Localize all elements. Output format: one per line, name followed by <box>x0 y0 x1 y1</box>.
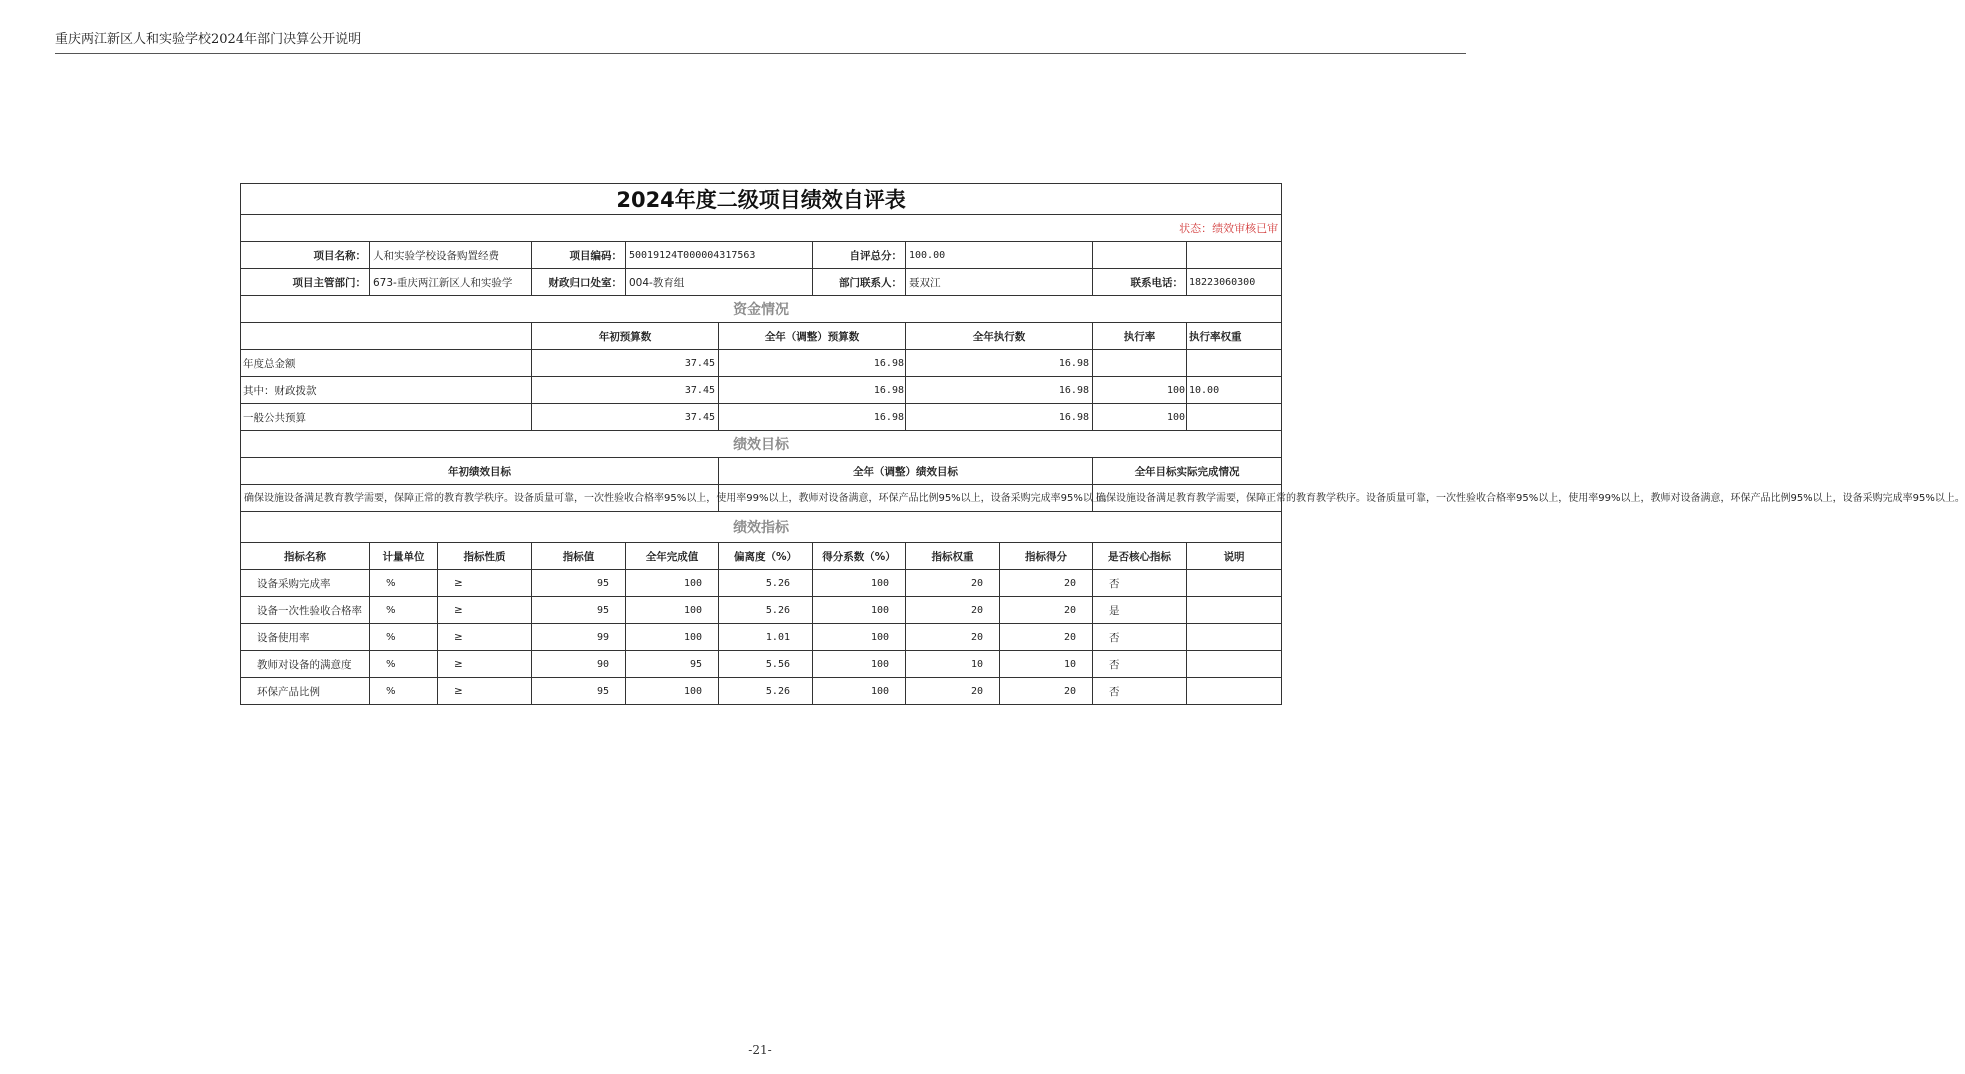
indicator-header: 计量单位 <box>370 543 438 570</box>
indicator-core: 否 <box>1093 678 1187 705</box>
funds-initial: 37.45 <box>532 377 719 404</box>
indicators-header-row <box>241 543 1282 570</box>
funds-header: 执行率权重 <box>1187 323 1282 350</box>
funds-rate: 100 <box>1093 404 1187 431</box>
funds-row-label: 其中：财政拨款 <box>241 377 532 404</box>
table-row <box>241 651 1282 678</box>
funds-adjusted: 16.98 <box>719 377 906 404</box>
table-row <box>241 377 1282 404</box>
table-title: 2024年度二级项目绩效自评表 <box>241 184 1282 215</box>
indicator-header: 指标性质 <box>438 543 532 570</box>
indicator-weight: 20 <box>906 570 1000 597</box>
indicator-unit: % <box>370 678 438 705</box>
funds-header: 全年（调整）预算数 <box>719 323 906 350</box>
project-code-label: 项目编码： <box>532 242 626 269</box>
indicator-coef: 100 <box>813 678 906 705</box>
indicator-score: 20 <box>1000 570 1093 597</box>
indicator-deviation: 5.26 <box>719 678 813 705</box>
page-header: 重庆两江新区人和实验学校2024年部门决算公开说明 <box>55 30 1466 54</box>
indicator-header: 指标名称 <box>241 543 370 570</box>
table-row <box>241 350 1282 377</box>
funds-adjusted: 16.98 <box>719 404 906 431</box>
indicator-note <box>1187 597 1282 624</box>
indicator-header: 得分系数（%） <box>813 543 906 570</box>
table-row <box>241 404 1282 431</box>
indicator-deviation: 5.26 <box>719 597 813 624</box>
indicator-nature: ≥ <box>438 678 532 705</box>
dept: 673-重庆两江新区人和实验学 <box>370 269 532 296</box>
project-code: 50019124T000004317563 <box>626 242 813 269</box>
indicator-score: 20 <box>1000 678 1093 705</box>
indicator-header: 全年完成值 <box>626 543 719 570</box>
goals-header: 年初绩效目标 <box>241 458 719 485</box>
score-label: 自评总分： <box>813 242 906 269</box>
finance-office: 004-教育组 <box>626 269 813 296</box>
status-text: 状态：绩效审核已审 <box>241 215 1282 242</box>
indicator-note <box>1187 624 1282 651</box>
funds-initial: 37.45 <box>532 350 719 377</box>
indicator-nature: ≥ <box>438 651 532 678</box>
total-score: 100.00 <box>906 242 1093 269</box>
indicator-name: 环保产品比例 <box>241 678 370 705</box>
indicator-note <box>1187 678 1282 705</box>
funds-section-title: 资金情况 <box>241 296 1282 323</box>
contact-label: 部门联系人： <box>813 269 906 296</box>
indicator-core: 是 <box>1093 597 1187 624</box>
indicator-coef: 100 <box>813 624 906 651</box>
contact-person: 聂双江 <box>906 269 1093 296</box>
indicator-score: 20 <box>1000 624 1093 651</box>
funds-header: 执行率 <box>1093 323 1187 350</box>
indicator-name: 教师对设备的满意度 <box>241 651 370 678</box>
indicator-header: 是否核心指标 <box>1093 543 1187 570</box>
indicator-name: 设备采购完成率 <box>241 570 370 597</box>
indicator-core: 否 <box>1093 570 1187 597</box>
project-name-label: 项目名称： <box>241 242 370 269</box>
goals-header-row <box>241 458 1282 485</box>
project-name: 人和实验学校设备购置经费 <box>370 242 532 269</box>
initial-goal-text: 确保设施设备满足教育教学需要，保障正常的教育教学秩序。设备质量可靠，一次性验收合格率95%以上，使用率99%以上，教师对设备满意，环保产品比例95%以上，设备采购完成率95%以上。 <box>241 485 719 512</box>
page-number: -21- <box>748 1043 772 1057</box>
indicator-weight: 20 <box>906 678 1000 705</box>
indicator-deviation: 5.26 <box>719 570 813 597</box>
indicator-unit: % <box>370 570 438 597</box>
table-row <box>241 678 1282 705</box>
indicator-header: 指标权重 <box>906 543 1000 570</box>
indicator-score: 20 <box>1000 597 1093 624</box>
funds-row-label: 一般公共预算 <box>241 404 532 431</box>
indicator-unit: % <box>370 651 438 678</box>
indicator-note <box>1187 651 1282 678</box>
performance-evaluation-table <box>240 183 1965 705</box>
empty-cell <box>1187 242 1282 269</box>
indicator-actual: 100 <box>626 678 719 705</box>
indicator-header: 指标得分 <box>1000 543 1093 570</box>
funds-adjusted: 16.98 <box>719 350 906 377</box>
indicator-nature: ≥ <box>438 570 532 597</box>
funds-header: 全年执行数 <box>906 323 1093 350</box>
indicator-core: 否 <box>1093 651 1187 678</box>
indicator-target: 90 <box>532 651 626 678</box>
indicator-nature: ≥ <box>438 597 532 624</box>
indicator-name: 设备一次性验收合格率 <box>241 597 370 624</box>
finance-label: 财政归口处室： <box>532 269 626 296</box>
phone: 18223060300 <box>1187 269 1282 296</box>
indicator-target: 95 <box>532 597 626 624</box>
table-row <box>241 597 1282 624</box>
funds-rate: 100 <box>1093 377 1187 404</box>
funds-header-row <box>241 323 1282 350</box>
funds-header-blank <box>241 323 532 350</box>
indicator-nature: ≥ <box>438 624 532 651</box>
indicator-coef: 100 <box>813 570 906 597</box>
indicator-header: 偏离度（%） <box>719 543 813 570</box>
indicators-section-title: 绩效指标 <box>241 512 1282 543</box>
indicator-target: 99 <box>532 624 626 651</box>
funds-row-label: 年度总金额 <box>241 350 532 377</box>
indicator-deviation: 1.01 <box>719 624 813 651</box>
indicator-name: 设备使用率 <box>241 624 370 651</box>
indicator-coef: 100 <box>813 597 906 624</box>
empty-cell <box>1093 242 1187 269</box>
indicator-target: 95 <box>532 678 626 705</box>
indicator-weight: 20 <box>906 624 1000 651</box>
goals-text-row <box>241 485 1282 512</box>
indicator-note <box>1187 570 1282 597</box>
goals-header: 全年（调整）绩效目标 <box>719 458 1093 485</box>
indicator-actual: 100 <box>626 597 719 624</box>
indicator-weight: 10 <box>906 651 1000 678</box>
funds-weight <box>1187 404 1282 431</box>
info-row-2 <box>241 269 1282 296</box>
indicator-weight: 20 <box>906 597 1000 624</box>
goals-header: 全年目标实际完成情况 <box>1093 458 1282 485</box>
table-row <box>241 624 1282 651</box>
dept-label: 项目主管部门： <box>241 269 370 296</box>
indicator-target: 95 <box>532 570 626 597</box>
indicator-actual: 95 <box>626 651 719 678</box>
indicator-actual: 100 <box>626 624 719 651</box>
indicator-score: 10 <box>1000 651 1093 678</box>
actual-goal-text: 确保设施设备满足教育教学需要，保障正常的教育教学秩序。设备质量可靠，一次性验收合格率95%以上，使用率99%以上，教师对设备满意，环保产品比例95%以上，设备采购完成率95%以上。 <box>1093 485 1282 512</box>
indicator-deviation: 5.56 <box>719 651 813 678</box>
funds-weight <box>1187 350 1282 377</box>
indicator-actual: 100 <box>626 570 719 597</box>
phone-label: 联系电话： <box>1093 269 1187 296</box>
funds-executed: 16.98 <box>906 350 1093 377</box>
indicator-unit: % <box>370 597 438 624</box>
funds-initial: 37.45 <box>532 404 719 431</box>
funds-weight: 10.00 <box>1187 377 1282 404</box>
indicator-header: 说明 <box>1187 543 1282 570</box>
funds-header: 年初预算数 <box>532 323 719 350</box>
goals-section-title: 绩效目标 <box>241 431 1282 458</box>
indicator-core: 否 <box>1093 624 1187 651</box>
indicator-coef: 100 <box>813 651 906 678</box>
indicator-header: 指标值 <box>532 543 626 570</box>
funds-executed: 16.98 <box>906 377 1093 404</box>
funds-executed: 16.98 <box>906 404 1093 431</box>
table-row <box>241 570 1282 597</box>
funds-rate <box>1093 350 1187 377</box>
indicator-unit: % <box>370 624 438 651</box>
info-row-1 <box>241 242 1282 269</box>
